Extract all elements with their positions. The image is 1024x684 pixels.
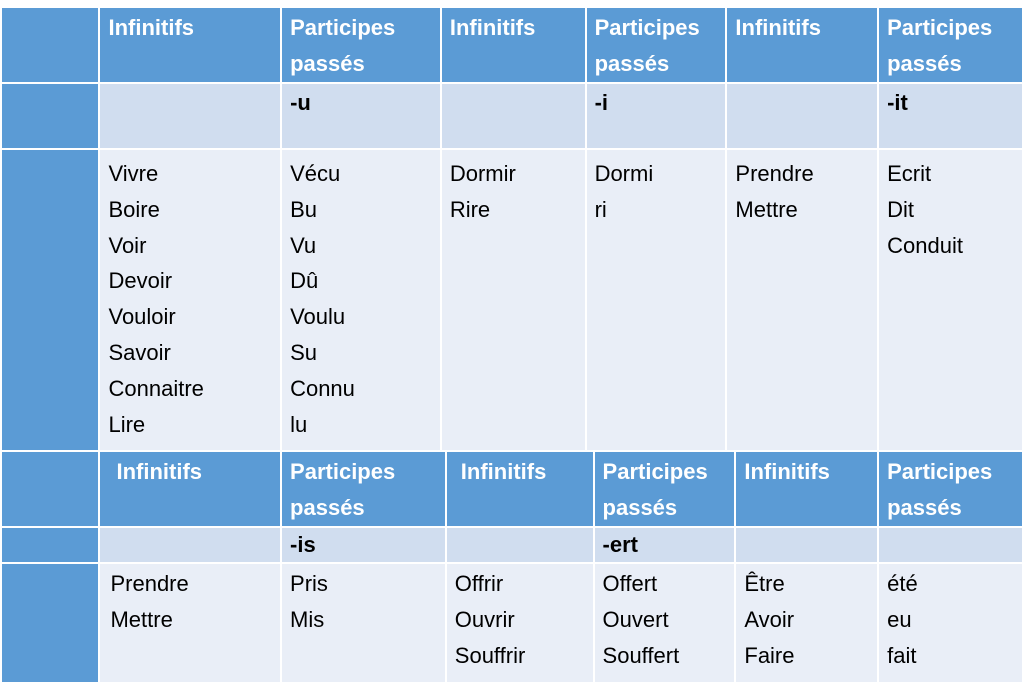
suffix-row [1,83,1023,149]
side-suffix-cell [1,527,99,563]
body-cell [594,563,736,683]
suffix-label [727,84,877,86]
verb-word: Rire [449,196,491,222]
header-row [1,7,1023,83]
side-suffix-cell [1,83,99,149]
body-cell [281,149,441,451]
side-header-cell [1,451,99,527]
header-infinitifs [726,7,878,83]
header-label: Infinitifs [744,459,830,484]
body-row [1,149,1023,451]
header-participes [281,451,446,527]
participle-word: Dormi [594,161,654,186]
participle-word: fait [887,642,917,668]
participles-table-bottom [0,450,1024,684]
header-label: Participes passés [594,15,700,76]
suffix-cell [586,83,727,149]
verb-word: Offrir [454,571,504,596]
participle-word: été [887,571,918,596]
verb-word: Être [744,571,785,596]
participle-word: Dû [290,268,319,294]
body-row [1,563,1023,683]
suffix-cell [878,83,1023,149]
header-row [1,451,1023,527]
side-header-cell [1,7,99,83]
verb-word: Savoir [108,339,171,365]
verb-word: Dormir [449,161,516,186]
header-label: Participes passés [887,459,993,520]
header-participes [594,451,736,527]
header-infinitifs [735,451,878,527]
body-cell [446,563,594,683]
participle-word: lu [290,411,308,437]
suffix-cell [99,527,281,563]
header-label: Infinitifs [116,459,203,484]
verb-word: Boire [108,196,160,222]
header-label: Participes passés [290,459,396,520]
participle-word: Voulu [290,304,346,330]
side-body-cell [1,563,99,683]
verb-word: Lire [108,411,146,437]
side-body-cell [1,149,99,451]
header-label: Participes passés [887,15,993,76]
header-label: Infinitifs [460,459,547,484]
verb-word: Prendre [110,571,189,596]
header-label: Participes passés [290,15,396,76]
verb-word: Mettre [735,196,798,222]
header-participes [878,451,1023,527]
participle-word: Vu [290,232,317,258]
verb-word: Vouloir [108,304,176,330]
participle-word: Su [290,339,317,365]
suffix-label: -ert [602,532,638,557]
body-cell [99,149,281,451]
suffix-label: -u [290,90,311,115]
header-infinitifs [99,7,281,83]
header-label: Infinitifs [449,15,536,40]
participle-word: Ecrit [887,161,932,186]
suffix-label [442,84,585,86]
header-label: Infinitifs [108,15,195,40]
verb-word: Faire [744,642,795,668]
participle-word: ri [594,196,607,222]
header-infinitifs [441,7,586,83]
verb-word: Ouvrir [454,606,515,632]
participle-word: Souffert [602,642,680,668]
verb-word: Connaitre [108,375,204,401]
verb-word: Mettre [110,606,173,632]
participle-word: Offert [602,571,658,596]
suffix-cell [281,83,441,149]
header-participes [586,7,727,83]
verb-word: Voir [108,232,147,258]
participle-word: Pris [290,571,328,596]
participle-word: eu [887,606,912,632]
verb-word: Prendre [735,161,814,186]
body-cell [878,149,1023,451]
suffix-label [100,84,280,86]
suffix-row [1,527,1023,563]
suffix-cell [878,527,1023,563]
participle-word: Mis [290,606,325,632]
verb-word: Vivre [108,161,159,186]
suffix-cell [281,527,446,563]
body-cell [878,563,1023,683]
participle-word: Vécu [290,161,341,186]
participle-word: Bu [290,196,317,222]
header-infinitifs [446,451,594,527]
suffix-cell [99,83,281,149]
suffix-label: -is [290,532,316,557]
suffix-label: -it [887,90,908,115]
participles-table-top [0,6,1024,452]
suffix-label: -i [594,90,609,115]
participle-word: Connu [290,375,355,401]
body-cell [735,563,878,683]
header-label: Infinitifs [735,15,821,40]
participle-word: Ouvert [602,606,669,632]
suffix-cell [735,527,878,563]
participle-word: Conduit [887,232,963,258]
verb-word: Avoir [744,606,795,632]
body-cell [441,149,586,451]
body-cell [586,149,727,451]
verb-word: Devoir [108,268,173,294]
suffix-cell [446,527,594,563]
verb-word: Souffrir [454,642,526,668]
header-participes [878,7,1023,83]
header-participes [281,7,441,83]
body-cell [726,149,878,451]
header-infinitifs [99,451,281,527]
suffix-cell [441,83,586,149]
suffix-cell [594,527,736,563]
body-cell [281,563,446,683]
suffix-cell [726,83,878,149]
header-label: Participes passés [602,459,708,520]
body-cell [99,563,281,683]
participle-word: Dit [887,196,914,222]
